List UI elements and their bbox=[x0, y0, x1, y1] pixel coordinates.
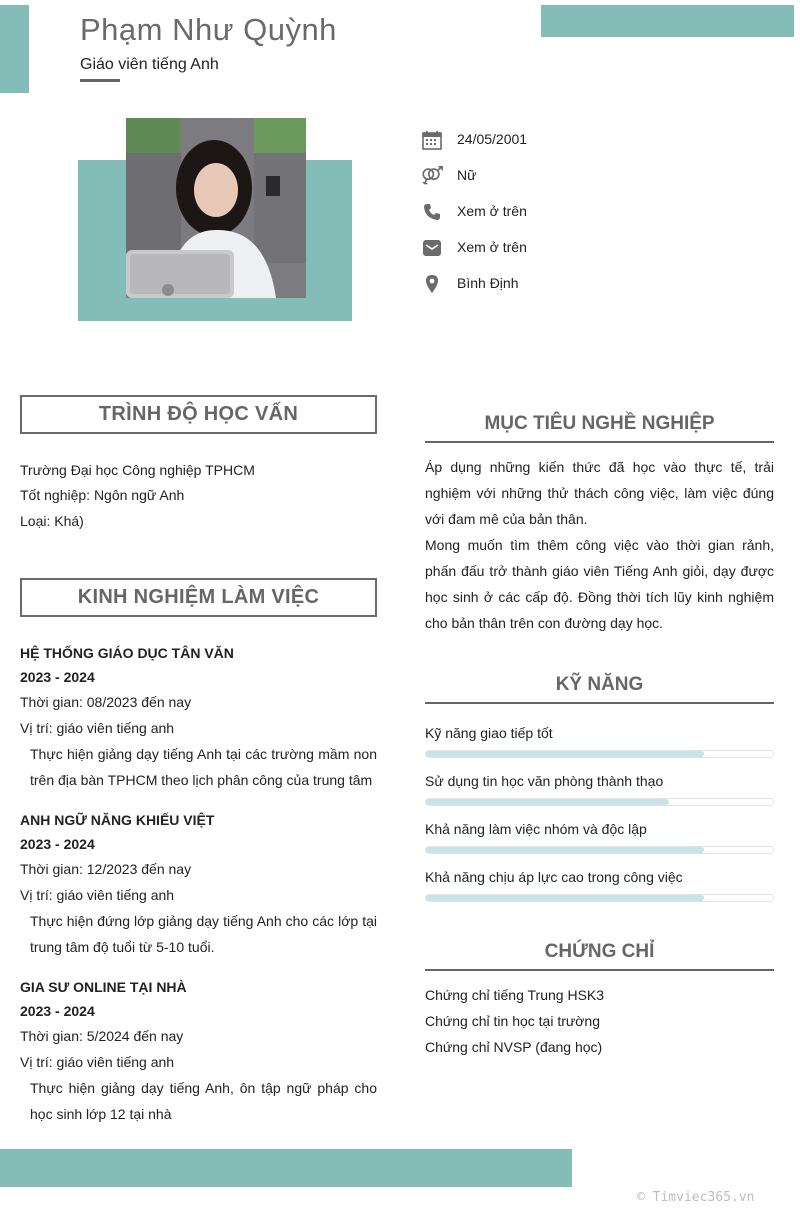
job-title: Giáo viên tiếng Anh bbox=[80, 56, 219, 73]
skill-bar-fill bbox=[426, 847, 704, 853]
company-name: ANH NGỮ NĂNG KHIẾU VIỆT bbox=[20, 812, 215, 828]
phone-icon bbox=[420, 200, 444, 224]
skill-label: Sử dụng tin học văn phòng thành thạo bbox=[425, 773, 664, 789]
certificate-item: Chứng chỉ tiếng Trung HSK3 bbox=[425, 987, 605, 1003]
watermark: © Timviec365.vn bbox=[637, 1190, 755, 1205]
company-name: GIA SƯ ONLINE TẠI NHÀ bbox=[20, 979, 187, 995]
candidate-name: Phạm Như Quỳnh bbox=[80, 12, 337, 47]
skill-label: Khả năng làm việc nhóm và độc lập bbox=[425, 821, 647, 837]
contact-birthday bbox=[420, 127, 528, 153]
contact-address bbox=[420, 271, 519, 297]
job-years: 2023 - 2024 bbox=[20, 836, 95, 852]
decorative-bar-bottom bbox=[0, 1149, 572, 1187]
job-period: Thời gian: 5/2024 đến nay bbox=[20, 1028, 184, 1044]
education-heading: TRÌNH ĐỘ HỌC VẤN bbox=[20, 395, 377, 434]
email-text[interactable]: Xem ở trên bbox=[457, 239, 527, 255]
contact-gender bbox=[420, 163, 477, 189]
job-period: Thời gian: 12/2023 đến nay bbox=[20, 861, 192, 877]
phone-text[interactable]: Xem ở trên bbox=[457, 203, 527, 219]
company-name: HỆ THỐNG GIÁO DỤC TÂN VĂN bbox=[20, 645, 234, 661]
contact-phone bbox=[420, 199, 527, 225]
experience-heading: KINH NGHIỆM LÀM VIỆC bbox=[20, 578, 377, 617]
certificates-heading: CHỨNG CHỈ bbox=[425, 941, 774, 971]
decorative-bar-top-right bbox=[541, 5, 794, 37]
job-years: 2023 - 2024 bbox=[20, 669, 95, 685]
birthday-text: 24/05/2001 bbox=[457, 131, 528, 147]
envelope-icon bbox=[420, 236, 444, 260]
address-text: Bình Định bbox=[457, 275, 519, 291]
skill-label: Khả năng chịu áp lực cao trong công việc bbox=[425, 869, 683, 885]
gender-icon bbox=[420, 164, 444, 188]
job-description: Thực hiện giảng dạy tiếng Anh tại các trường mầm non trên địa bàn TPHCM theo lịch phân công của trung tâm bbox=[30, 746, 377, 788]
job-position: Vị trí: giáo viên tiếng anh bbox=[20, 720, 175, 736]
skill-label: Kỹ năng giao tiếp tốt bbox=[425, 725, 553, 741]
education-major: Tốt nghiệp: Ngôn ngữ Anh bbox=[20, 487, 185, 503]
objective-paragraph-1: Áp dụng những kiến thức đã học vào thực tế, trải nghiệm với những thử thách công việc, làm việc đúng với đam mê của bản thân. bbox=[425, 459, 774, 527]
certificate-item: Chứng chỉ tin học tại trường bbox=[425, 1013, 601, 1029]
skill-bar bbox=[425, 750, 774, 758]
title-underline bbox=[80, 79, 120, 82]
certificate-item: Chứng chỉ NVSP (đang học) bbox=[425, 1039, 603, 1055]
job-description: Thực hiện đứng lớp giảng dạy tiếng Anh cho các lớp tại trung tâm độ tuổi từ 5-10 tuổi. bbox=[30, 913, 377, 955]
job-position: Vị trí: giáo viên tiếng anh bbox=[20, 1054, 175, 1070]
skill-bar bbox=[425, 894, 774, 902]
profile-photo bbox=[126, 118, 306, 298]
skill-bar bbox=[425, 846, 774, 854]
job-years: 2023 - 2024 bbox=[20, 1003, 95, 1019]
job-period: Thời gian: 08/2023 đến nay bbox=[20, 694, 192, 710]
education-grade: Loại: Khá) bbox=[20, 513, 84, 529]
contact-email bbox=[420, 235, 527, 261]
location-pin-icon bbox=[420, 272, 444, 296]
job-description: Thực hiện giảng dạy tiếng Anh, ôn tập ngữ pháp cho học sinh lớp 12 tại nhà bbox=[30, 1080, 377, 1122]
job-position: Vị trí: giáo viên tiếng anh bbox=[20, 887, 175, 903]
education-school: Trường Đại học Công nghiệp TPHCM bbox=[20, 462, 255, 478]
skills-heading: KỸ NĂNG bbox=[425, 674, 774, 704]
decorative-bar-left bbox=[0, 5, 29, 93]
calendar-icon bbox=[420, 128, 444, 152]
objective-heading: MỤC TIÊU NGHỀ NGHIỆP bbox=[425, 413, 774, 443]
skill-bar-fill bbox=[426, 799, 669, 805]
skill-bar-fill bbox=[426, 895, 704, 901]
objective-paragraph-2: Mong muốn tìm thêm công việc vào thời gian rảnh, phấn đấu trở thành giáo viên Tiếng Anh giỏi, dạy được học sinh ở các cấp độ. Đồng thời tích lũy kinh nghiệm cho bản thân trên con đường dạy học. bbox=[425, 537, 774, 631]
skill-bar bbox=[425, 798, 774, 806]
gender-text: Nữ bbox=[457, 167, 477, 183]
skill-bar-fill bbox=[426, 751, 704, 757]
